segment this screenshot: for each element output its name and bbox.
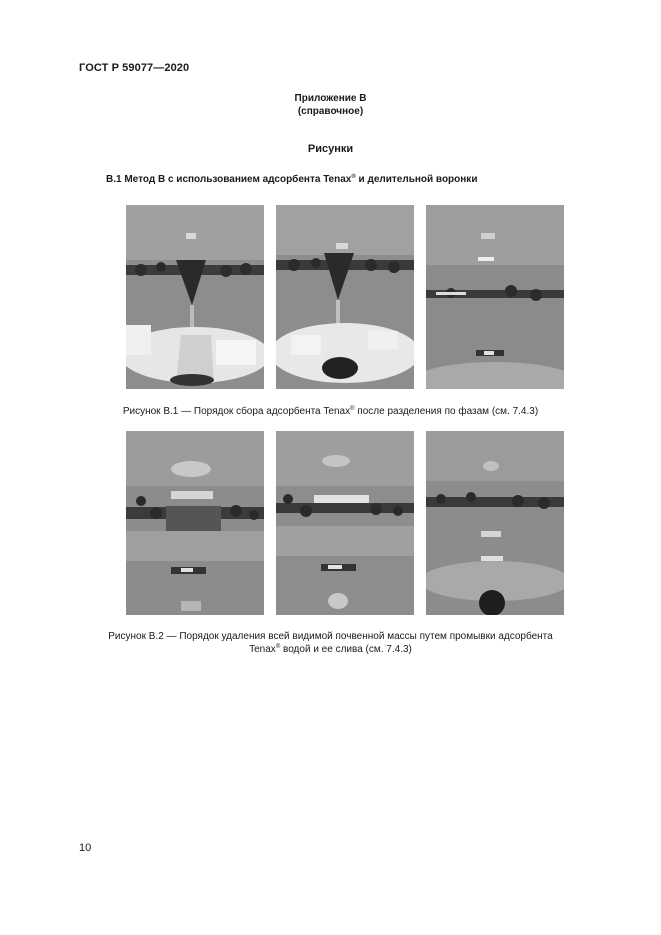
figure-b1-caption <box>0 405 661 418</box>
appendix-title: Приложение В <box>294 93 367 104</box>
registered-mark: ® <box>275 644 281 650</box>
subsection-title-pre: В.1 Метод В с использованием адсорбента Tenax <box>106 174 352 185</box>
subsection-title-post: и делительной воронки <box>355 174 478 185</box>
appendix-heading <box>0 92 661 118</box>
photo-b1-1 <box>126 205 264 389</box>
figure-b2-caption-line2 <box>0 643 661 656</box>
photo-b1-3 <box>426 205 564 389</box>
section-title: Рисунки <box>307 143 354 155</box>
figure-b2-caption-line2-post: водой и ее слива (см. 7.4.3) <box>280 644 412 655</box>
registered-mark: ® <box>350 406 355 412</box>
standard-number: ГОСТ Р 59077—2020 <box>79 62 190 74</box>
page-number: 10 <box>79 842 92 854</box>
figure-b2-caption-line1: Рисунок В.2 — Порядок удаления всей видимой почвенной массы путем промывки адсорбента <box>108 631 553 642</box>
appendix-type: (справочное) <box>297 106 364 117</box>
subsection-title <box>106 174 477 185</box>
registered-mark: ® <box>351 174 356 180</box>
photo-b2-1 <box>126 431 264 615</box>
photo-b2-2 <box>276 431 414 615</box>
figure-b2-caption-line2-pre: Tenax <box>249 644 276 655</box>
figure-b1-caption-pre: Рисунок В.1 — Порядок сбора адсорбента Tenax <box>122 406 351 417</box>
photo-b1-2 <box>276 205 414 389</box>
figure-b1-caption-post: после разделения по фазам (см. 7.4.3) <box>354 406 539 417</box>
figure-b2-caption <box>0 630 661 656</box>
photo-b2-3 <box>426 431 564 615</box>
